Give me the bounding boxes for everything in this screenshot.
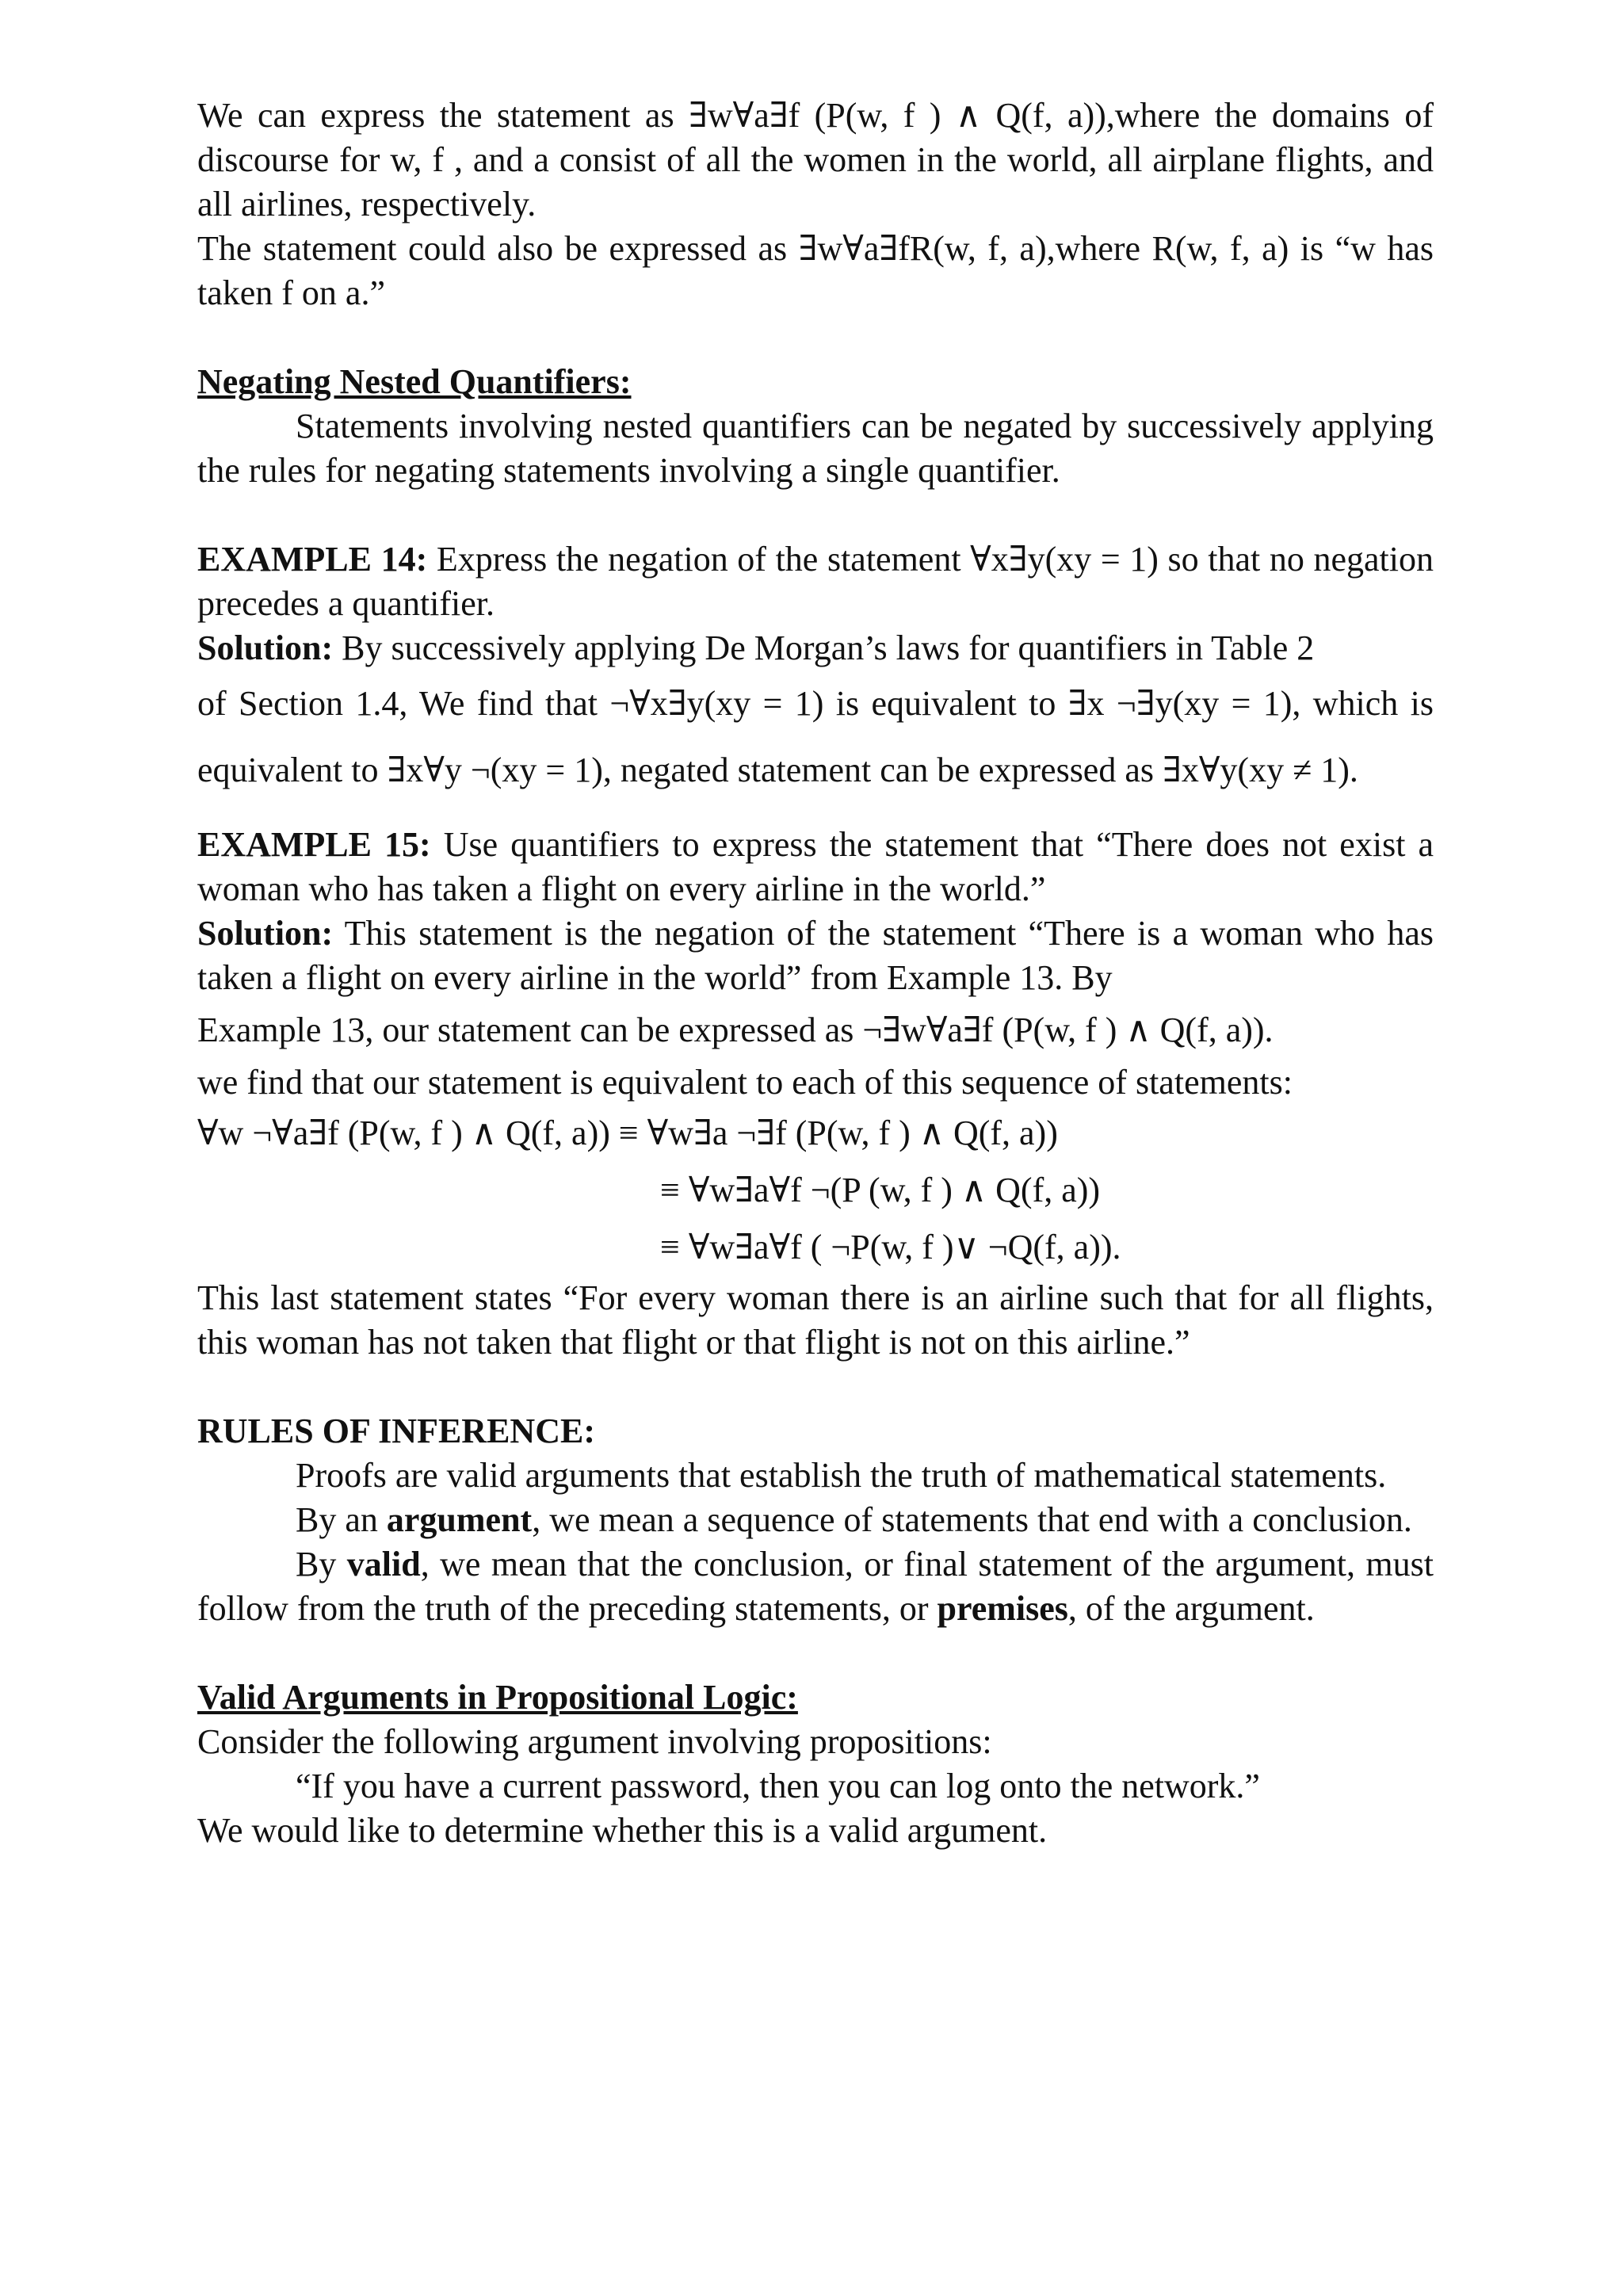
premises-term: premises	[937, 1589, 1068, 1628]
example15-solution	[197, 911, 1434, 1000]
intro-paragraph-b: The statement could also be expressed as ∃w∀a∃fR(w, f, a),where R(w, f, a) is “w has taken f on a.”	[197, 229, 1434, 312]
rules-p3-pre: By	[296, 1545, 347, 1584]
example15-sequence-intro: we find that our statement is equivalent to each of this sequence of statements:	[197, 1063, 1293, 1102]
argument-term: argument	[386, 1500, 533, 1539]
example14-solution-text: By successively applying De Morgan’s laws for quantifiers in Table 2	[333, 628, 1315, 667]
rules-paragraph-1: Proofs are valid arguments that establish the truth of mathematical statements.	[296, 1456, 1387, 1495]
rules-paragraph-2	[197, 1498, 1434, 1542]
example14-text: Express the negation of the statement ∀x∃y(xy = 1) so that no negation precedes a quantifier.	[197, 540, 1434, 623]
example14-label: EXAMPLE 14:	[197, 540, 428, 579]
equation-line-1: ∀w ¬∀a∃f (P(w, f ) ∧ Q(f, a)) ≡ ∀w∃a ¬∃f (P(w, f ) ∧ Q(f, a))	[197, 1114, 1058, 1152]
negating-body: Statements involving nested quantifiers can be negated by successively applying the rules for negating statements involving a single quantifier.	[197, 407, 1434, 490]
example15-conclusion: This last statement states “For every woman there is an airline such that for all flights, this woman has not taken that flight or that flight is not on this airline.”	[197, 1278, 1434, 1362]
valid-arguments-quote: “If you have a current password, then you can log onto the network.”	[296, 1767, 1260, 1805]
example15-statement	[197, 823, 1434, 911]
example15-label: EXAMPLE 15:	[197, 825, 431, 864]
example15-solution-text: This statement is the negation of the statement “There is a woman who has taken a flight on every airline in the world” from Example 13. By	[197, 914, 1434, 997]
rules-p3-mid: , we mean that the conclusion, or final statement of the argument, must follow from the truth of the preceding statements, or	[197, 1545, 1434, 1628]
example14-solution-rest: of Section 1.4, We find that ¬∀x∃y(xy = 1) is equivalent to ∃x ¬∃y(xy = 1), which is equivalent to ∃x∀y ¬(xy = 1), negated statement can be expressed as ∃x∀y(xy ≠ 1).	[197, 684, 1434, 789]
rules-heading: RULES OF INFERENCE:	[197, 1412, 595, 1450]
example14-statement	[197, 537, 1434, 626]
rules-p3-post: , of the argument.	[1067, 1589, 1315, 1628]
equation-line-2: ≡ ∀w∃a∀f ¬(P (w, f ) ∧ Q(f, a))	[660, 1171, 1101, 1209]
document-page	[197, 94, 1434, 1853]
equation-line-3: ≡ ∀w∃a∀f ( ¬P(w, f )∨ ¬Q(f, a)).	[660, 1228, 1121, 1266]
example15-solution-cont: Example 13, our statement can be expressed as ¬∃w∀a∃f (P(w, f ) ∧ Q(f, a)).	[197, 1010, 1274, 1049]
rules-paragraph-3	[197, 1542, 1434, 1631]
example14-solution-line1	[197, 626, 1434, 670]
negating-heading: Negating Nested Quantifiers:	[197, 362, 632, 401]
example14-solution-label: Solution:	[197, 628, 334, 667]
valid-arguments-line3: We would like to determine whether this is a valid argument.	[197, 1811, 1048, 1850]
rules-p2-pre: By an	[296, 1500, 387, 1539]
valid-arguments-line1: Consider the following argument involving propositions:	[197, 1722, 992, 1761]
example15-solution-label: Solution:	[197, 914, 334, 953]
intro-paragraph-a: We can express the statement as ∃w∀a∃f (P(w, f ) ∧ Q(f, a)),where the domains of discourse for w, f , and a consist of all the women in the world, all airplane flights, and all airlines, respectively.	[197, 96, 1434, 223]
example15-text: Use quantifiers to express the statement that “There does not exist a woman who has taken a flight on every airline in the world.”	[197, 825, 1434, 908]
rules-p2-post: , we mean a sequence of statements that end with a conclusion.	[532, 1500, 1412, 1539]
valid-term: valid	[346, 1545, 421, 1584]
valid-arguments-heading: Valid Arguments in Propositional Logic:	[197, 1678, 798, 1717]
